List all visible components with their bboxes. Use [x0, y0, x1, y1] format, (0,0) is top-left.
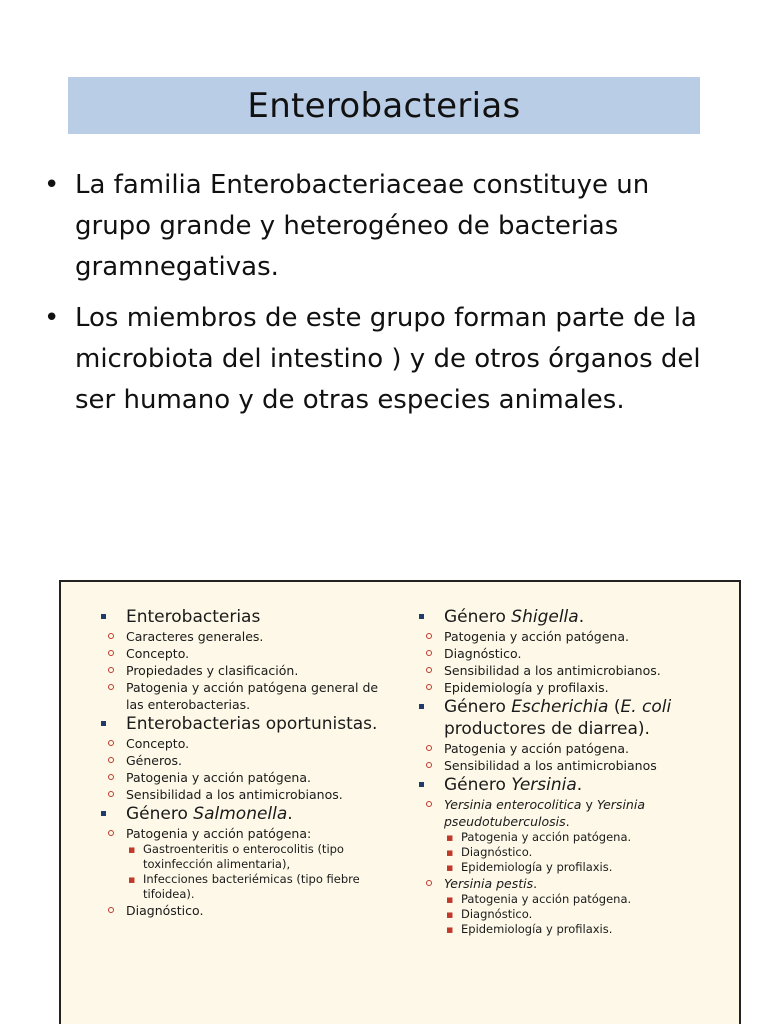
subitem-text: Diagnóstico.	[126, 903, 204, 918]
outline-right-column	[419, 606, 739, 937]
heading-suffix: productores de diarrea).	[444, 719, 650, 739]
heading-text: Género	[444, 607, 512, 627]
outline-image	[59, 580, 741, 1024]
subsubitem-text: Diagnóstico.	[461, 907, 533, 921]
ring-bullet-icon	[108, 907, 114, 913]
subitem-text: Sensibilidad a los antimicrobianos	[444, 758, 657, 773]
species-name: E. coli	[620, 697, 672, 717]
outline-heading	[101, 606, 391, 628]
ring-bullet-icon	[426, 745, 432, 751]
heading-mid: (	[608, 697, 621, 717]
subsubitem-text: Gastroenteritis o enterocolitis (tipo toxinfección alimentaria),	[143, 842, 344, 871]
species-name: Yersinia pestis	[444, 876, 534, 891]
subitem-text: Patogenia y acción patógena.	[126, 770, 311, 785]
subitem-text: Propiedades y clasificación.	[126, 663, 299, 678]
subitem-text: Epidemiología y profilaxis.	[444, 680, 609, 695]
subitem-text: Concepto.	[126, 646, 190, 661]
outline-subitem	[101, 662, 391, 679]
ring-bullet-icon	[108, 684, 114, 690]
square-bullet-icon	[101, 811, 106, 816]
bullet-dot-icon: •	[44, 170, 60, 200]
heading-text: Género	[126, 804, 194, 824]
dash-bullet-icon: ▪	[128, 843, 136, 856]
ring-bullet-icon	[108, 740, 114, 746]
square-bullet-icon	[101, 614, 106, 619]
outline-subitem	[419, 757, 739, 774]
subitem-text: Géneros.	[126, 753, 182, 768]
subsubitem-text: Patogenia y acción patógena.	[461, 892, 632, 906]
outline-subsubitem	[419, 892, 739, 907]
bullet-item	[44, 298, 714, 421]
intro-bullets	[44, 165, 714, 431]
ring-bullet-icon	[426, 633, 432, 639]
slide-title: Enterobacterias	[247, 85, 521, 126]
subitem-text: Patogenia y acción patógena:	[126, 826, 312, 841]
outline-subitem	[419, 875, 739, 892]
square-bullet-icon	[419, 614, 424, 619]
genus-name: Escherichia	[511, 697, 609, 717]
square-bullet-icon	[419, 704, 424, 709]
subsubitem-text: Patogenia y acción patógena.	[461, 830, 632, 844]
outline-subitem	[419, 662, 739, 679]
genus-name: Shigella	[511, 607, 579, 627]
outline-left-column	[101, 606, 391, 919]
outline-subitem	[101, 752, 391, 769]
bullet-text: Los miembros de este grupo forman parte de la microbiota del intestino ) y de otros órganos del ser humano y de otras especies animales.	[75, 303, 701, 415]
subitem-text: Diagnóstico.	[444, 646, 522, 661]
subsubitem-text: Infecciones bacteriémicas (tipo fiebre tifoidea).	[143, 872, 360, 901]
ring-bullet-icon	[108, 791, 114, 797]
dash-bullet-icon: ▪	[128, 873, 136, 886]
ring-bullet-icon	[108, 757, 114, 763]
outline-subitem	[101, 769, 391, 786]
dash-bullet-icon: ▪	[446, 908, 454, 921]
heading-text: Género	[444, 697, 512, 717]
ring-bullet-icon	[108, 633, 114, 639]
outline-subitem	[101, 628, 391, 645]
dash-bullet-icon: ▪	[446, 861, 454, 874]
outline-subsubitem	[101, 872, 391, 902]
ring-bullet-icon	[426, 880, 432, 886]
outline-subitem	[101, 902, 391, 919]
genus-name: Salmonella	[193, 804, 288, 824]
subitem-text: Concepto.	[126, 736, 190, 751]
subitem-text: Sensibilidad a los antimicrobianos.	[444, 663, 661, 678]
outline-subitem	[419, 679, 739, 696]
species-name: Yersinia enterocolitica	[444, 797, 582, 812]
heading-suffix: .	[576, 775, 583, 795]
outline-heading	[419, 606, 739, 628]
subitem-text: .	[565, 814, 570, 829]
outline-heading	[419, 774, 739, 796]
subitem-text: Patogenia y acción patógena.	[444, 741, 629, 756]
heading-suffix: .	[287, 804, 293, 824]
bullet-item	[44, 165, 714, 288]
outline-subsubitem	[419, 907, 739, 922]
outline-heading	[101, 803, 391, 825]
outline-subsubitem	[419, 860, 739, 875]
subitem-text: Patogenia y acción patógena.	[444, 629, 629, 644]
outline-subitem	[101, 825, 391, 842]
dash-bullet-icon: ▪	[446, 923, 454, 936]
subitem-text: Patogenia y acción patógena general de las enterobacterias.	[126, 680, 379, 712]
ring-bullet-icon	[426, 762, 432, 768]
heading-text: Enterobacterias oportunistas.	[126, 714, 378, 734]
outline-subitem	[419, 628, 739, 645]
outline-subsubitem	[419, 830, 739, 845]
subitem-text: Sensibilidad a los antimicrobianos.	[126, 787, 343, 802]
title-band	[68, 77, 700, 134]
outline-subitem	[419, 740, 739, 757]
ring-bullet-icon	[108, 667, 114, 673]
ring-bullet-icon	[108, 650, 114, 656]
subitem-text: y	[581, 797, 597, 812]
ring-bullet-icon	[426, 801, 432, 807]
outline-subitem	[101, 786, 391, 803]
outline-subsubitem	[419, 845, 739, 860]
subitem-text: Caracteres generales.	[126, 629, 264, 644]
outline-subitem	[101, 679, 391, 713]
heading-text: Enterobacterias	[126, 607, 261, 627]
ring-bullet-icon	[108, 774, 114, 780]
bullet-dot-icon: •	[44, 303, 60, 333]
outline-subitem	[101, 735, 391, 752]
subitem-text: .	[533, 876, 538, 891]
outline-subsubitem	[419, 922, 739, 937]
dash-bullet-icon: ▪	[446, 893, 454, 906]
subsubitem-text: Epidemiología y profilaxis.	[461, 922, 613, 936]
heading-suffix: .	[578, 607, 585, 627]
species-name: Yersinia pseudotuberculosis	[444, 797, 645, 829]
outline-subsubitem	[101, 842, 391, 872]
outline-subitem	[101, 645, 391, 662]
square-bullet-icon	[419, 782, 424, 787]
genus-name: Yersinia	[511, 775, 577, 795]
ring-bullet-icon	[108, 830, 114, 836]
outline-subitem	[419, 796, 739, 830]
ring-bullet-icon	[426, 684, 432, 690]
outline-subitem	[419, 645, 739, 662]
subsubitem-text: Epidemiología y profilaxis.	[461, 860, 613, 874]
square-bullet-icon	[101, 721, 106, 726]
ring-bullet-icon	[426, 667, 432, 673]
bullet-text: La familia Enterobacteriaceae constituye un grupo grande y heterogéneo de bacterias gramnegativas.	[75, 170, 650, 282]
dash-bullet-icon: ▪	[446, 831, 454, 844]
subsubitem-text: Diagnóstico.	[461, 845, 533, 859]
outline-heading	[101, 713, 391, 735]
outline-heading	[419, 696, 739, 740]
heading-text: Género	[444, 775, 512, 795]
dash-bullet-icon: ▪	[446, 846, 454, 859]
ring-bullet-icon	[426, 650, 432, 656]
